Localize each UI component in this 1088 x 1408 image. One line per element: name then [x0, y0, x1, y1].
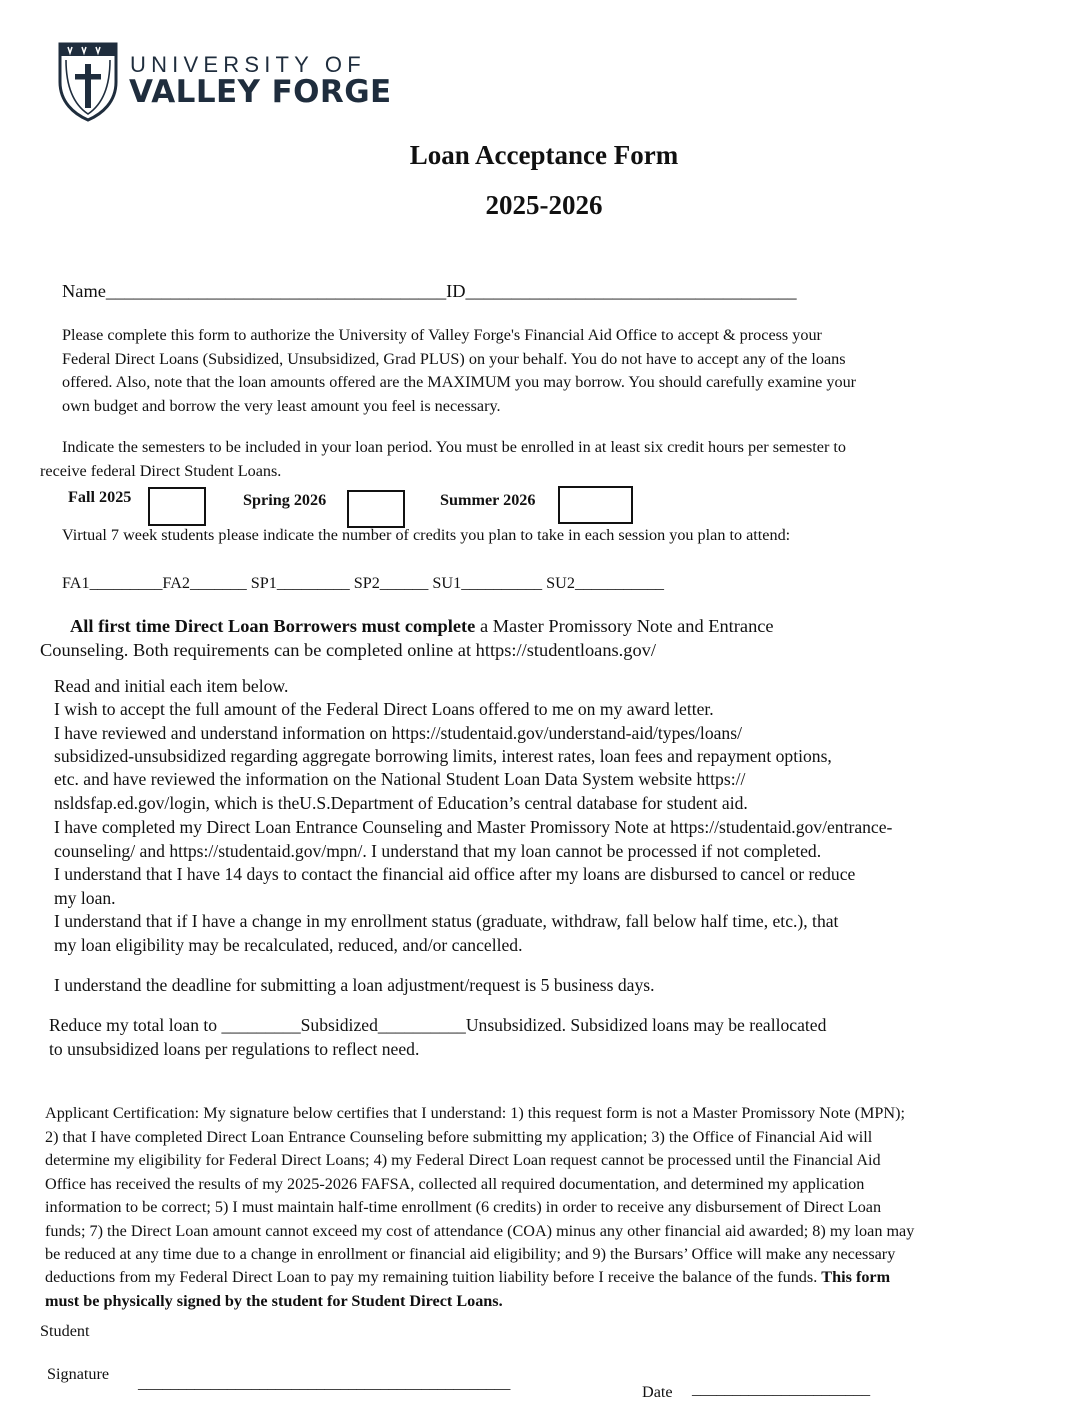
- first-time-borrowers-line-2: Counseling. Both requirements can be completed online at https://studentloans.gov/: [40, 640, 656, 660]
- summer-2026-label: Summer 2026: [440, 491, 536, 509]
- date-label: Date: [642, 1383, 673, 1401]
- initial-item-accept-full[interactable]: I wish to accept the full amount of the Federal Direct Loans offered to me on my award letter.: [54, 699, 714, 719]
- logo-valley-forge: VALLEY FORGE: [129, 74, 392, 110]
- certification-line-1: Applicant Certification: My signature below certifies that I understand: 1) this request form is not a Master Promissory Note (MPN);: [45, 1104, 906, 1122]
- virtual-sessions-line[interactable]: FA1_________FA2_______ SP1_________ SP2______ SU1__________ SU2___________: [62, 574, 665, 592]
- intro-line-1: Please complete this form to authorize the University of Valley Forge's Financial Aid Office to accept & process your: [62, 326, 822, 344]
- name-id-line[interactable]: Name_____________________________________ID____________________________________: [62, 281, 797, 301]
- initial-item-counseling-2: counseling/ and https://studentaid.gov/mpn/. I understand that my loan cannot be processed if not completed.: [54, 841, 822, 861]
- initial-item-reviewed-4: nsldsfap.ed.gov/login, which is theU.S.Department of Education’s central database for student aid.: [54, 793, 748, 813]
- fall-2025-checkbox[interactable]: [148, 487, 206, 526]
- first-time-borrowers-line-1: [70, 616, 774, 637]
- first-time-bold: All first time Direct Loan Borrowers must complete: [70, 616, 476, 636]
- semesters-instruction-2: receive federal Direct Student Loans.: [40, 462, 282, 480]
- initial-items-heading: Read and initial each item below.: [54, 676, 289, 696]
- date-line[interactable]: ______________________: [692, 1380, 871, 1398]
- spring-2026-label: Spring 2026: [243, 491, 327, 509]
- reduce-loan-line-1[interactable]: Reduce my total loan to _________Subsidized__________Unsubsidized. Subsidized loans may be reallocated: [49, 1015, 827, 1035]
- semesters-instruction-1: Indicate the semesters to be included in your loan period. You must be enrolled in at least six credit hours per semester to: [62, 438, 847, 456]
- spring-2026-checkbox[interactable]: [347, 490, 405, 528]
- initial-item-reviewed-2: subsidized-unsubsidized regarding aggregate borrowing limits, interest rates, loan fees and repayment options,: [54, 746, 832, 766]
- certification-last-text: deductions from my Federal Direct Loan to pay my remaining tuition liability before I receive the balance of the funds.: [45, 1268, 822, 1286]
- initial-item-enrollment-2: my loan eligibility may be recalculated, reduced, and/or cancelled.: [54, 935, 523, 955]
- signature-line[interactable]: ______________________________________________: [138, 1374, 511, 1392]
- certification-line-5: information to be correct; 5) I must maintain half-time enrollment (6 credits) in order to receive any disbursement of Direct Loan: [45, 1198, 882, 1216]
- certification-line-7: be reduced at any time due to a change in enrollment or financial aid eligibility; and 9) the Bursars’ Office will make any necessary: [45, 1245, 896, 1263]
- initial-item-reviewed-3: etc. and have reviewed the information on the National Student Loan Data System website https://: [54, 769, 746, 789]
- intro-line-2: Federal Direct Loans (Subsidized, Unsubsidized, Grad PLUS) on your behalf. You do not have to accept any of the loans: [62, 350, 846, 368]
- certification-bold-1: This form: [821, 1268, 891, 1286]
- certification-line-2: 2) that I have completed Direct Loan Entrance Counseling before submitting my application; 3) the Office of Financial Aid will: [45, 1128, 873, 1146]
- signature-label: Signature: [47, 1365, 110, 1383]
- page-title: Loan Acceptance Form: [409, 140, 679, 170]
- certification-line-6: funds; 7) the Direct Loan amount cannot exceed my cost of attendance (COA) minus any other financial aid awarded; 8) my loan may: [45, 1222, 915, 1240]
- initial-item-reviewed-1[interactable]: I have reviewed and understand information on https://studentaid.gov/understand-aid/types/loans/: [54, 723, 742, 743]
- intro-line-3: offered. Also, note that the loan amounts offered are the MAXIMUM you may borrow. You should carefully examine your: [62, 373, 857, 391]
- certification-line-4: Office has received the results of my 2025-2026 FAFSA, collected all required documentation, and determined my application: [45, 1175, 865, 1193]
- intro-line-4: own budget and borrow the very least amount you feel is necessary.: [62, 397, 501, 415]
- first-time-rest: a Master Promissory Note and Entrance: [475, 616, 774, 636]
- deadline-statement[interactable]: I understand the deadline for submitting a loan adjustment/request is 5 business days.: [54, 975, 655, 995]
- certification-bold-2: must be physically signed by the student for Student Direct Loans.: [45, 1292, 503, 1310]
- logo-university-of: UNIVERSITY OF: [130, 52, 366, 77]
- initial-item-counseling-1[interactable]: I have completed my Direct Loan Entrance Counseling and Master Promissory Note at https://studentaid.gov/entrance-: [54, 817, 893, 837]
- virtual-students-instruction: Virtual 7 week students please indicate the number of credits you plan to take in each session you plan to attend:: [62, 526, 791, 544]
- student-label: Student: [40, 1322, 90, 1340]
- initial-item-enrollment-1[interactable]: I understand that if I have a change in my enrollment status (graduate, withdraw, fall below half time, etc.), that: [54, 911, 839, 931]
- university-logo: [56, 40, 396, 124]
- form-year: 2025-2026: [485, 190, 603, 220]
- summer-2026-checkbox[interactable]: [558, 486, 633, 524]
- initial-item-14-days-2: my loan.: [54, 888, 116, 908]
- certification-line-8: [45, 1268, 890, 1287]
- reduce-loan-line-2: to unsubsidized loans per regulations to reflect need.: [49, 1039, 420, 1059]
- certification-line-3: determine my eligibility for Federal Direct Loans; 4) my Federal Direct Loan request cannot be processed until the Financial Aid: [45, 1151, 881, 1169]
- fall-2025-label: Fall 2025: [68, 488, 132, 506]
- shield-cross-icon: [56, 40, 120, 122]
- initial-item-14-days-1[interactable]: I understand that I have 14 days to contact the financial aid office after my loans are disbursed to cancel or reduce: [54, 864, 856, 884]
